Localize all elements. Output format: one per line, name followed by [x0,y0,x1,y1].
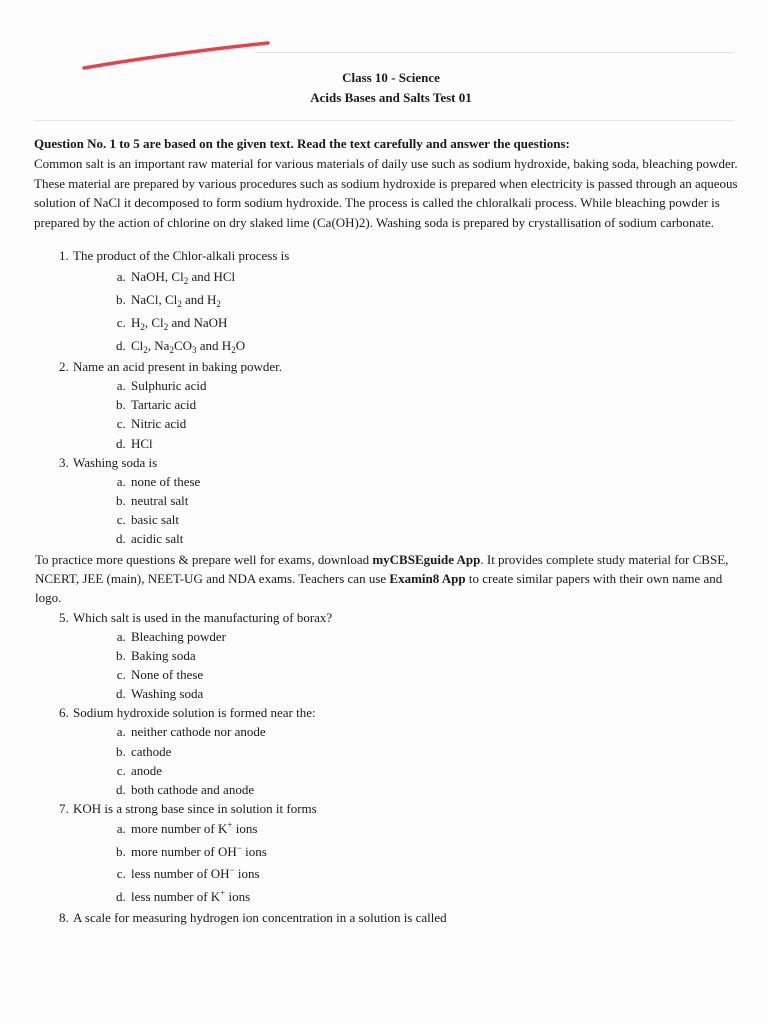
option-item [129,334,738,357]
formula-subscript: 2 [163,322,169,332]
question-item [72,608,738,704]
formula-subscript: 2 [183,276,189,286]
option-item [129,665,738,684]
option-text: CO [173,338,193,353]
question-text: Sodium hydroxide solution is formed near the: [73,705,316,721]
question-item [72,703,738,799]
charge-superscript: − [236,842,242,853]
option-list [73,376,738,453]
option-text: cathode [131,743,172,759]
formula-subscript: 2 [169,345,174,355]
formula-subscript: 2 [143,345,148,355]
document-header [0,68,768,108]
option-list [73,722,738,799]
option-text: HCl [131,435,153,451]
option-item [129,863,738,886]
option-item [129,886,738,909]
option-list [73,627,738,704]
option-text: none of these [131,473,201,489]
option-item [129,627,738,646]
header-divider [34,120,734,121]
option-list [73,265,738,357]
question-text: Name an acid present in baking powder. [73,359,283,374]
question-text: The product of the Chlor-alkali process is [73,248,290,263]
option-item [129,841,738,864]
option-text: less number of OH [131,866,230,882]
option-item [129,414,738,433]
option-text: Nitric acid [131,416,187,432]
option-text: anode [131,762,163,778]
option-text: Washing soda [131,686,204,702]
charge-superscript: − [229,865,235,876]
charge-superscript: + [227,820,233,831]
option-text: Cl [131,338,144,353]
option-text: both cathode and anode [131,782,255,798]
option-text: ions [234,866,260,882]
option-text: , Cl [144,315,164,330]
option-item [129,265,738,288]
option-text: and H [181,292,217,307]
option-list [73,472,738,549]
passage-text: Common salt is an important raw material for various materials of daily use such as sodium hydroxide, baking soda, bleaching powder. These material are prepared by various procedures such as sodium hydroxide is prepared when electricity is passed through an aqueous solution of NaCl it decomposed to form sodium hydroxide. The process is called the chloralkali process. While bleaching powder is prepared by the action of chlorine on dry slaked lime (Ca(OH)2). Washing soda is prepared by crystallisation of sodium carbonate. [34,156,738,230]
promo-paragraph [34,550,738,607]
option-item [129,434,738,453]
option-text: more number of OH [131,843,237,859]
option-item [129,761,738,780]
question-text: A scale for measuring hydrogen ion concentration in a solution is called [73,910,447,926]
question-text: Washing soda is [73,454,158,470]
option-text: H [131,315,141,330]
option-text: and H [196,338,232,353]
question-text: Which salt is used in the manufacturing of borax? [73,609,333,625]
question-item [72,453,738,549]
formula-subscript: 2 [177,299,182,309]
examin8-app-name: Examin8 App [389,570,466,586]
promo-text: To practice more questions & prepare well for exams, download [35,551,373,567]
question-item [72,246,738,357]
question-item [72,908,738,927]
option-text: Tartaric acid [131,397,197,413]
option-text: NaCl, Cl [131,292,178,307]
option-item [129,529,738,548]
option-text: acidic salt [131,531,184,547]
option-text: neither cathode nor anode [131,724,266,740]
promo-text: . It provides complete study material for CBSE, NCERT, JEE (main), NEET-UG and NDA exams. Teachers can use [35,551,729,586]
option-text: and HCl [188,269,236,284]
option-item [129,288,738,311]
formula-subscript: 2 [140,322,145,332]
option-text: O [235,338,246,353]
option-item [129,472,738,491]
option-item [129,780,738,799]
option-text: NaOH, Cl [131,269,184,284]
option-item [129,722,738,741]
class-title: Class 10 - Science [342,70,440,85]
option-item [129,376,738,395]
option-item [129,818,738,841]
document-body [34,134,738,927]
mycbseguide-app-name: myCBSEguide App [372,551,481,567]
option-text: Bleaching powder [131,628,226,644]
question-text: KOH is a strong base since in solution it forms [73,801,317,817]
top-divider [255,52,733,53]
option-text: less number of K [131,888,221,904]
option-text: neutral salt [131,493,189,509]
question-item [72,357,738,453]
option-text: basic salt [131,512,180,528]
option-text: None of these [131,667,204,683]
question-item [72,799,738,908]
option-text: Baking soda [131,647,196,663]
formula-subscript: 2 [216,299,221,309]
option-item [129,395,738,414]
charge-superscript: + [220,887,226,898]
option-text: and NaOH [168,315,228,330]
option-list [73,818,738,908]
option-item [129,684,738,703]
promo-text: to create similar papers with their own name and logo. [35,570,723,605]
option-text: ions [232,821,258,837]
option-item [129,646,738,665]
question-list [34,246,738,927]
formula-subscript: 2 [231,345,236,355]
test-title: Acids Bases and Salts Test 01 [310,90,472,105]
formula-subscript: 3 [192,345,197,355]
option-text: , Na [147,338,170,353]
option-text: more number of K [131,821,228,837]
passage-heading: Question No. 1 to 5 are based on the given text. Read the text carefully and answer the questions: [34,136,570,151]
option-item [129,510,738,529]
option-item [129,311,738,334]
option-item [129,491,738,510]
option-text: ions [241,843,267,859]
option-item [129,742,738,761]
option-text: ions [225,888,251,904]
option-text: Sulphuric acid [131,378,207,393]
